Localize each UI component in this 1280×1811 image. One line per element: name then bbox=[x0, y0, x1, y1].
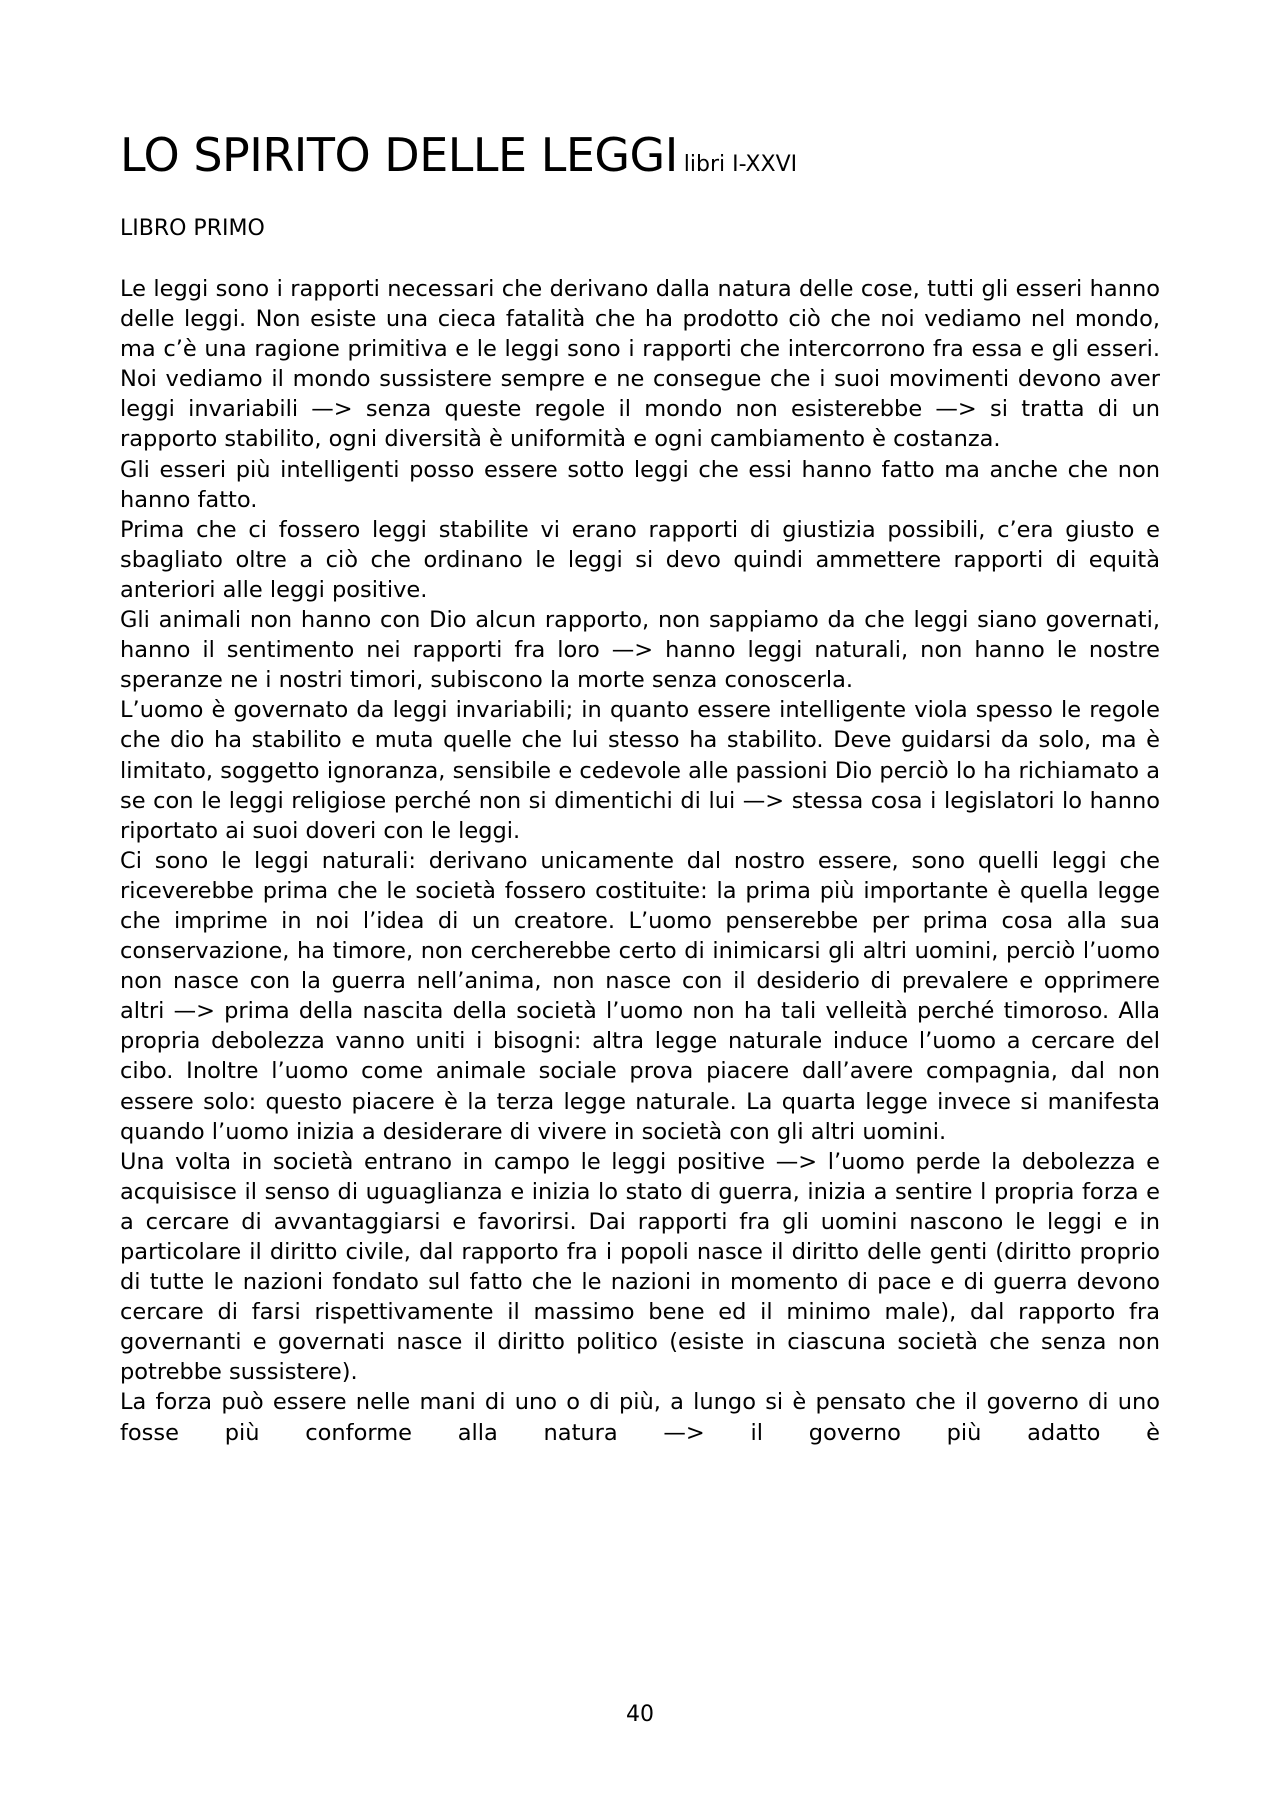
paragraph: Gli animali non hanno con Dio alcun rapporto, non sappiamo da che leggi siano governati, hanno il sentimento nei rapporti fra loro —> hanno leggi naturali, non hanno le nostre speranze ne i nostri timori, subiscono la morte senza conoscerla. bbox=[120, 607, 1160, 694]
paragraph: L’uomo è governato da leggi invariabili; in quanto essere intelligente viola spesso le regole che dio ha stabilito e muta quelle che lui stesso ha stabilito. Deve guidarsi da solo, ma è limitato, soggetto ignoranza, sensibile e cedevole alle passioni Dio perciò lo ha richiamato a se con le leggi religiose perché non si dimentichi di lui —> stessa cosa i legislatori lo hanno riportato ai suoi doveri con le leggi. bbox=[120, 697, 1160, 844]
paragraph: Gli esseri più intelligenti posso essere sotto leggi che essi hanno fatto ma anche che non hanno fatto. bbox=[120, 456, 1160, 513]
paragraph: Le leggi sono i rapporti necessari che derivano dalla natura delle cose, tutti gli esseri hanno delle leggi. Non esiste una cieca fatalità che ha prodotto ciò che noi vediamo nel mondo, ma c’è una ragione primitiva e le leggi sono i rapporti che intercorrono fra essa e gli esseri. Noi vediamo il mondo sussistere sempre e ne consegue che i suoi movimenti devono aver leggi invariabili —> senza queste regole il mondo non esisterebbe —> si tratta di un rapporto stabilito, ogni diversità è uniformità e ogni cambiamento è costanza. bbox=[120, 276, 1160, 453]
paragraph: Prima che ci fossero leggi stabilite vi erano rapporti di giustizia possibili, c’era giusto e sbagliato oltre a ciò che ordinano le leggi si devo quindi ammettere rapporti di equità anteriori alle leggi positive. bbox=[120, 516, 1160, 603]
paragraph: Ci sono le leggi naturali: derivano unicamente dal nostro essere, sono quelli leggi che riceverebbe prima che le società fossero costituite: la prima più importante è quella legge che imprime in noi l’idea di un creatore. L’uomo penserebbe per prima cosa alla sua conservazione, ha timore, non cercherebbe certo di inimicarsi gli altri uomini, perciò l’uomo non nasce con la guerra nell’anima, non nasce con il desiderio di prevalere e opprimere altri —> prima della nascita della società l’uomo non ha tali velleità perché timoroso. Alla propria debolezza vanno uniti i bisogni: altra legge naturale induce l’uomo a cercare del cibo. Inoltre l’uomo come animale sociale prova piacere dall’avere compagnia, dal non essere solo: questo piacere è la terza legge naturale. La quarta legge invece si manifesta quando l’uomo inizia a desiderare di vivere in società con gli altri uomini. bbox=[120, 847, 1160, 1145]
book-heading: LIBRO PRIMO bbox=[120, 216, 265, 241]
document-subtitle: libri I-XXVI bbox=[683, 152, 798, 177]
paragraph: Una volta in società entrano in campo le leggi positive —> l’uomo perde la debolezza e acquisisce il senso di uguaglianza e inizia lo stato di guerra, inizia a sentire l propria forza e a cercare di avvantaggiarsi e favorirsi. Dai rapporti fra gli uomini nascono le leggi e in particolare il diritto civile, dal rapporto fra i popoli nasce il diritto delle genti (diritto proprio di tutte le nazioni fondato sul fatto che le nazioni in momento di pace e di guerra devono cercare di farsi rispettivamente il massimo bene ed il minimo male), dal rapporto fra governanti e governati nasce il diritto politico (esiste in ciascuna società che senza non potrebbe sussistere). bbox=[120, 1148, 1160, 1386]
document-title-line bbox=[120, 128, 797, 182]
page-number: 40 bbox=[626, 1702, 654, 1727]
paragraph-continued: La forza può essere nelle mani di uno o di più, a lungo si è pensato che il governo di uno fosse più conforme alla natura —> il governo più adatto è bbox=[120, 1389, 1160, 1446]
body-text bbox=[120, 274, 1160, 1448]
document-title: LO SPIRITO DELLE LEGGI bbox=[120, 128, 678, 182]
